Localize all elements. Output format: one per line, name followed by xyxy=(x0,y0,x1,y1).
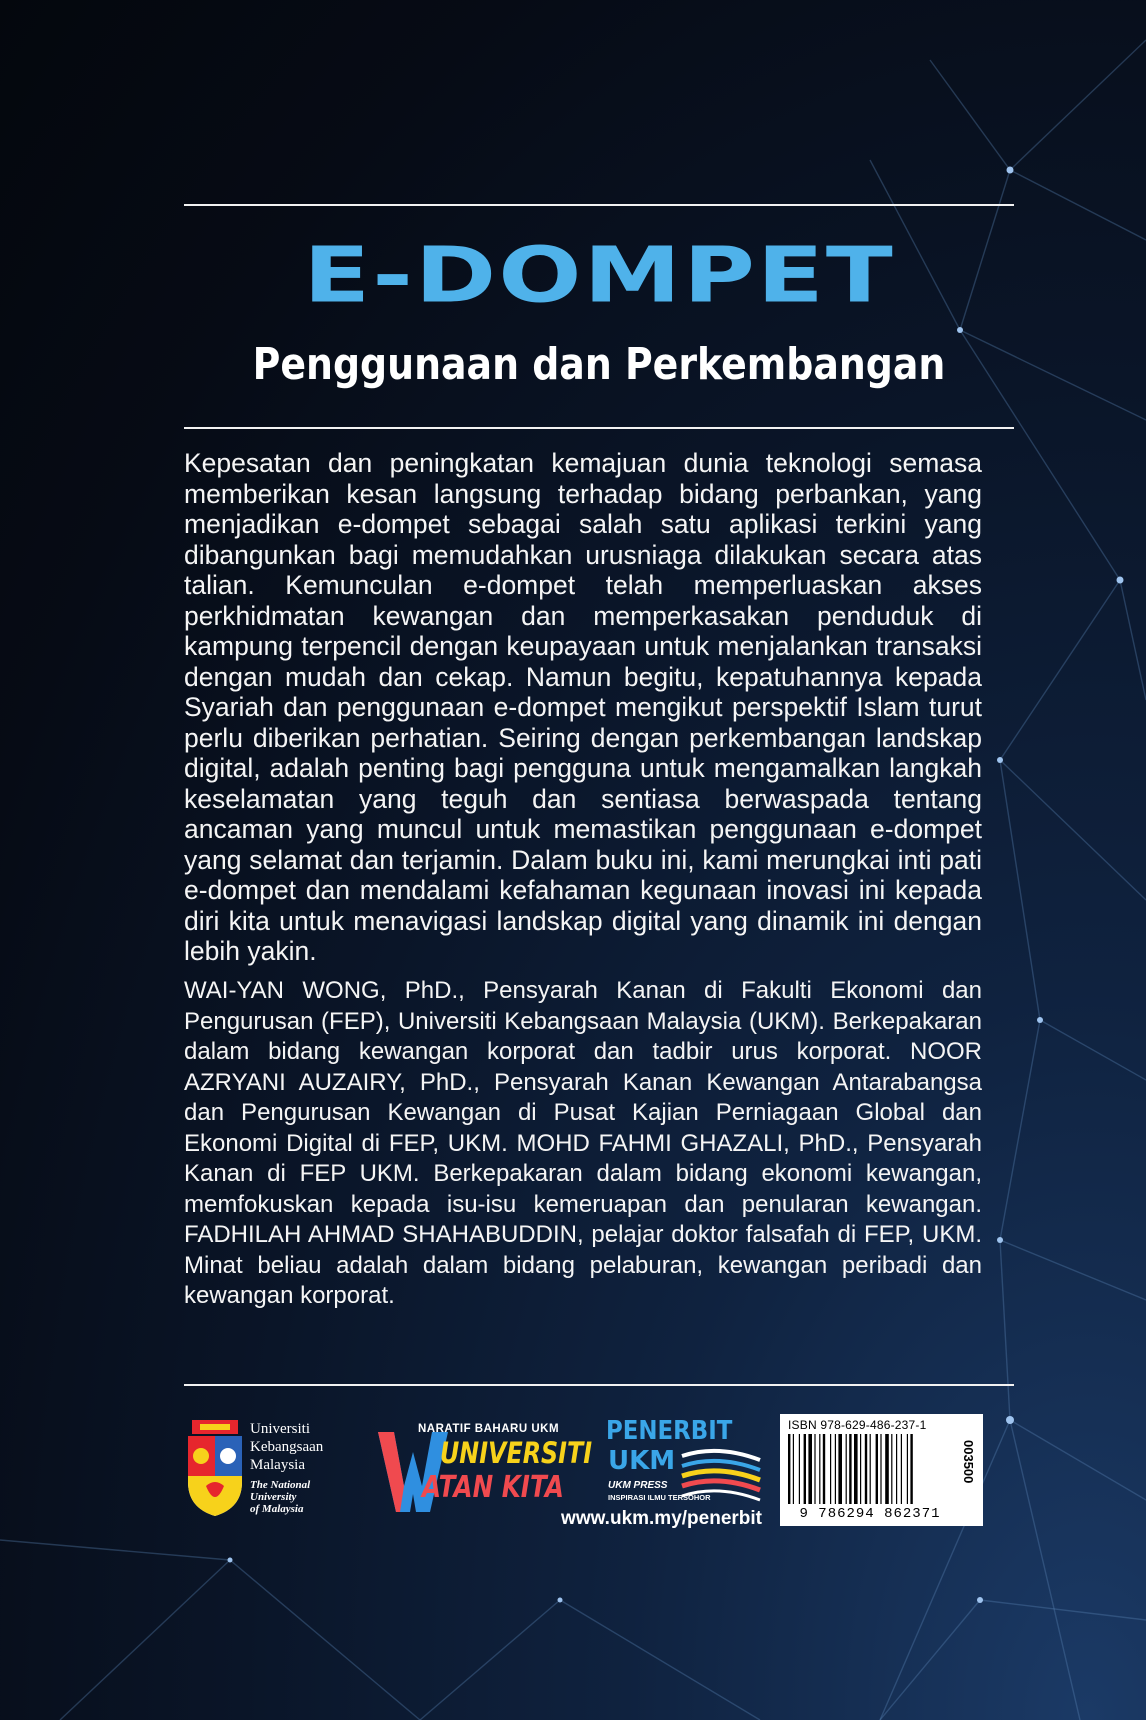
penerbit-line1: PENERBIT xyxy=(606,1416,733,1446)
title-divider xyxy=(184,427,1014,429)
bottom-divider xyxy=(184,1384,1014,1386)
uwk-top-line: NARATIF BAHARU UKM xyxy=(418,1423,560,1435)
barcode-digits: 9 786294 862371 xyxy=(799,1506,941,1522)
penerbit-ukm-logo xyxy=(606,1416,764,1512)
book-synopsis: Kepesatan dan peningkatan kemajuan dunia teknologi semasa memberikan kesan langsung terhadap bidang perbankan, yang menjadikan e-dompet sebagai salah satu aplikasi terkini yang dibangunkan bagi memudahkan urusniaga dilakukan secara atas talian. Kemunculan e-dompet telah memperluaskan akses perkhidmatan kewangan dan memperkasakan penduduk di kampung terpencil dengan keupayaan untuk menjalankan transaksi dengan mudah dan cekap. Namun begitu, kepatuhannya kepada Syariah dan penggunaan e-dompet mengikut perspektif Islam turut perlu diberikan perhatian. Seiring dengan perkembangan landskap digital, adalah penting bagi pengguna untuk mengamalkan langkah keselamatan yang teguh dan sentiasa berwaspada tentang ancaman yang muncul untuk memastikan penggunaan e-dompet yang selamat dan terjamin. Dalam buku ini, kami merungkai inti pati e-dompet dan mendalami kefahaman kegunaan inovasi ini kepada diri kita untuk menavigasi landskap digital yang dinamik ini dengan lebih yakin. xyxy=(184,448,982,966)
penerbit-press: UKM PRESS xyxy=(608,1480,668,1491)
ukm-tagline: The National University of Malaysia xyxy=(250,1479,311,1515)
book-subtitle: Penggunaan dan Perkembangan xyxy=(252,339,946,390)
book-title: E-DOMPET xyxy=(303,231,895,321)
open-book-icon xyxy=(678,1446,764,1502)
penerbit-line2: UKM xyxy=(608,1446,676,1476)
penerbit-motto: INSPIRASI ILMU TERSOHOR xyxy=(608,1493,711,1502)
price-code: 003500 xyxy=(961,1440,976,1484)
uwk-line1: UNIVERSITI xyxy=(440,1436,593,1470)
ukm-name: Universiti Kebangsaan Malaysia xyxy=(250,1421,324,1473)
barcode-bars xyxy=(788,1434,952,1504)
top-divider xyxy=(184,204,1014,206)
uwk-line2: ATAN KITA xyxy=(422,1470,564,1505)
universiti-watan-kita-logo xyxy=(378,1420,592,1520)
ukm-university-logo xyxy=(184,1416,364,1518)
ukm-crest-icon xyxy=(184,1416,246,1518)
isbn-barcode xyxy=(780,1414,983,1526)
publisher-website: www.ukm.my/penerbit xyxy=(561,1508,762,1529)
isbn-number: ISBN 978-629-486-237-1 xyxy=(788,1418,927,1432)
author-biographies: WAI-YAN WONG, PhD., Pensyarah Kanan di Fakulti Ekonomi dan Pengurusan (FEP), Universiti Kebangsaan Malaysia (UKM). Berkepakaran dalam bidang kewangan korporat dan tadbir urus korporat. NOOR AZRYANI AUZAIRY, PhD., Pensyarah Kanan Kewangan Antarabangsa dan Pengurusan Kewangan di Pusat Kajian Perniagaan Global dan Ekonomi Digital di FEP, UKM. MOHD FAHMI GHAZALI, PhD., Pensyarah Kanan di FEP UKM. Berkepakaran dalam bidang ekonomi kewangan, memfokuskan kepada isu-isu kemeruapan dan penularan kewangan. FADHILAH AHMAD SHAHABUDDIN, pelajar doktor falsafah di FEP, UKM. Minat beliau adalah dalam bidang pelaburan, kewangan peribadi dan kewangan korporat. xyxy=(184,977,982,1309)
